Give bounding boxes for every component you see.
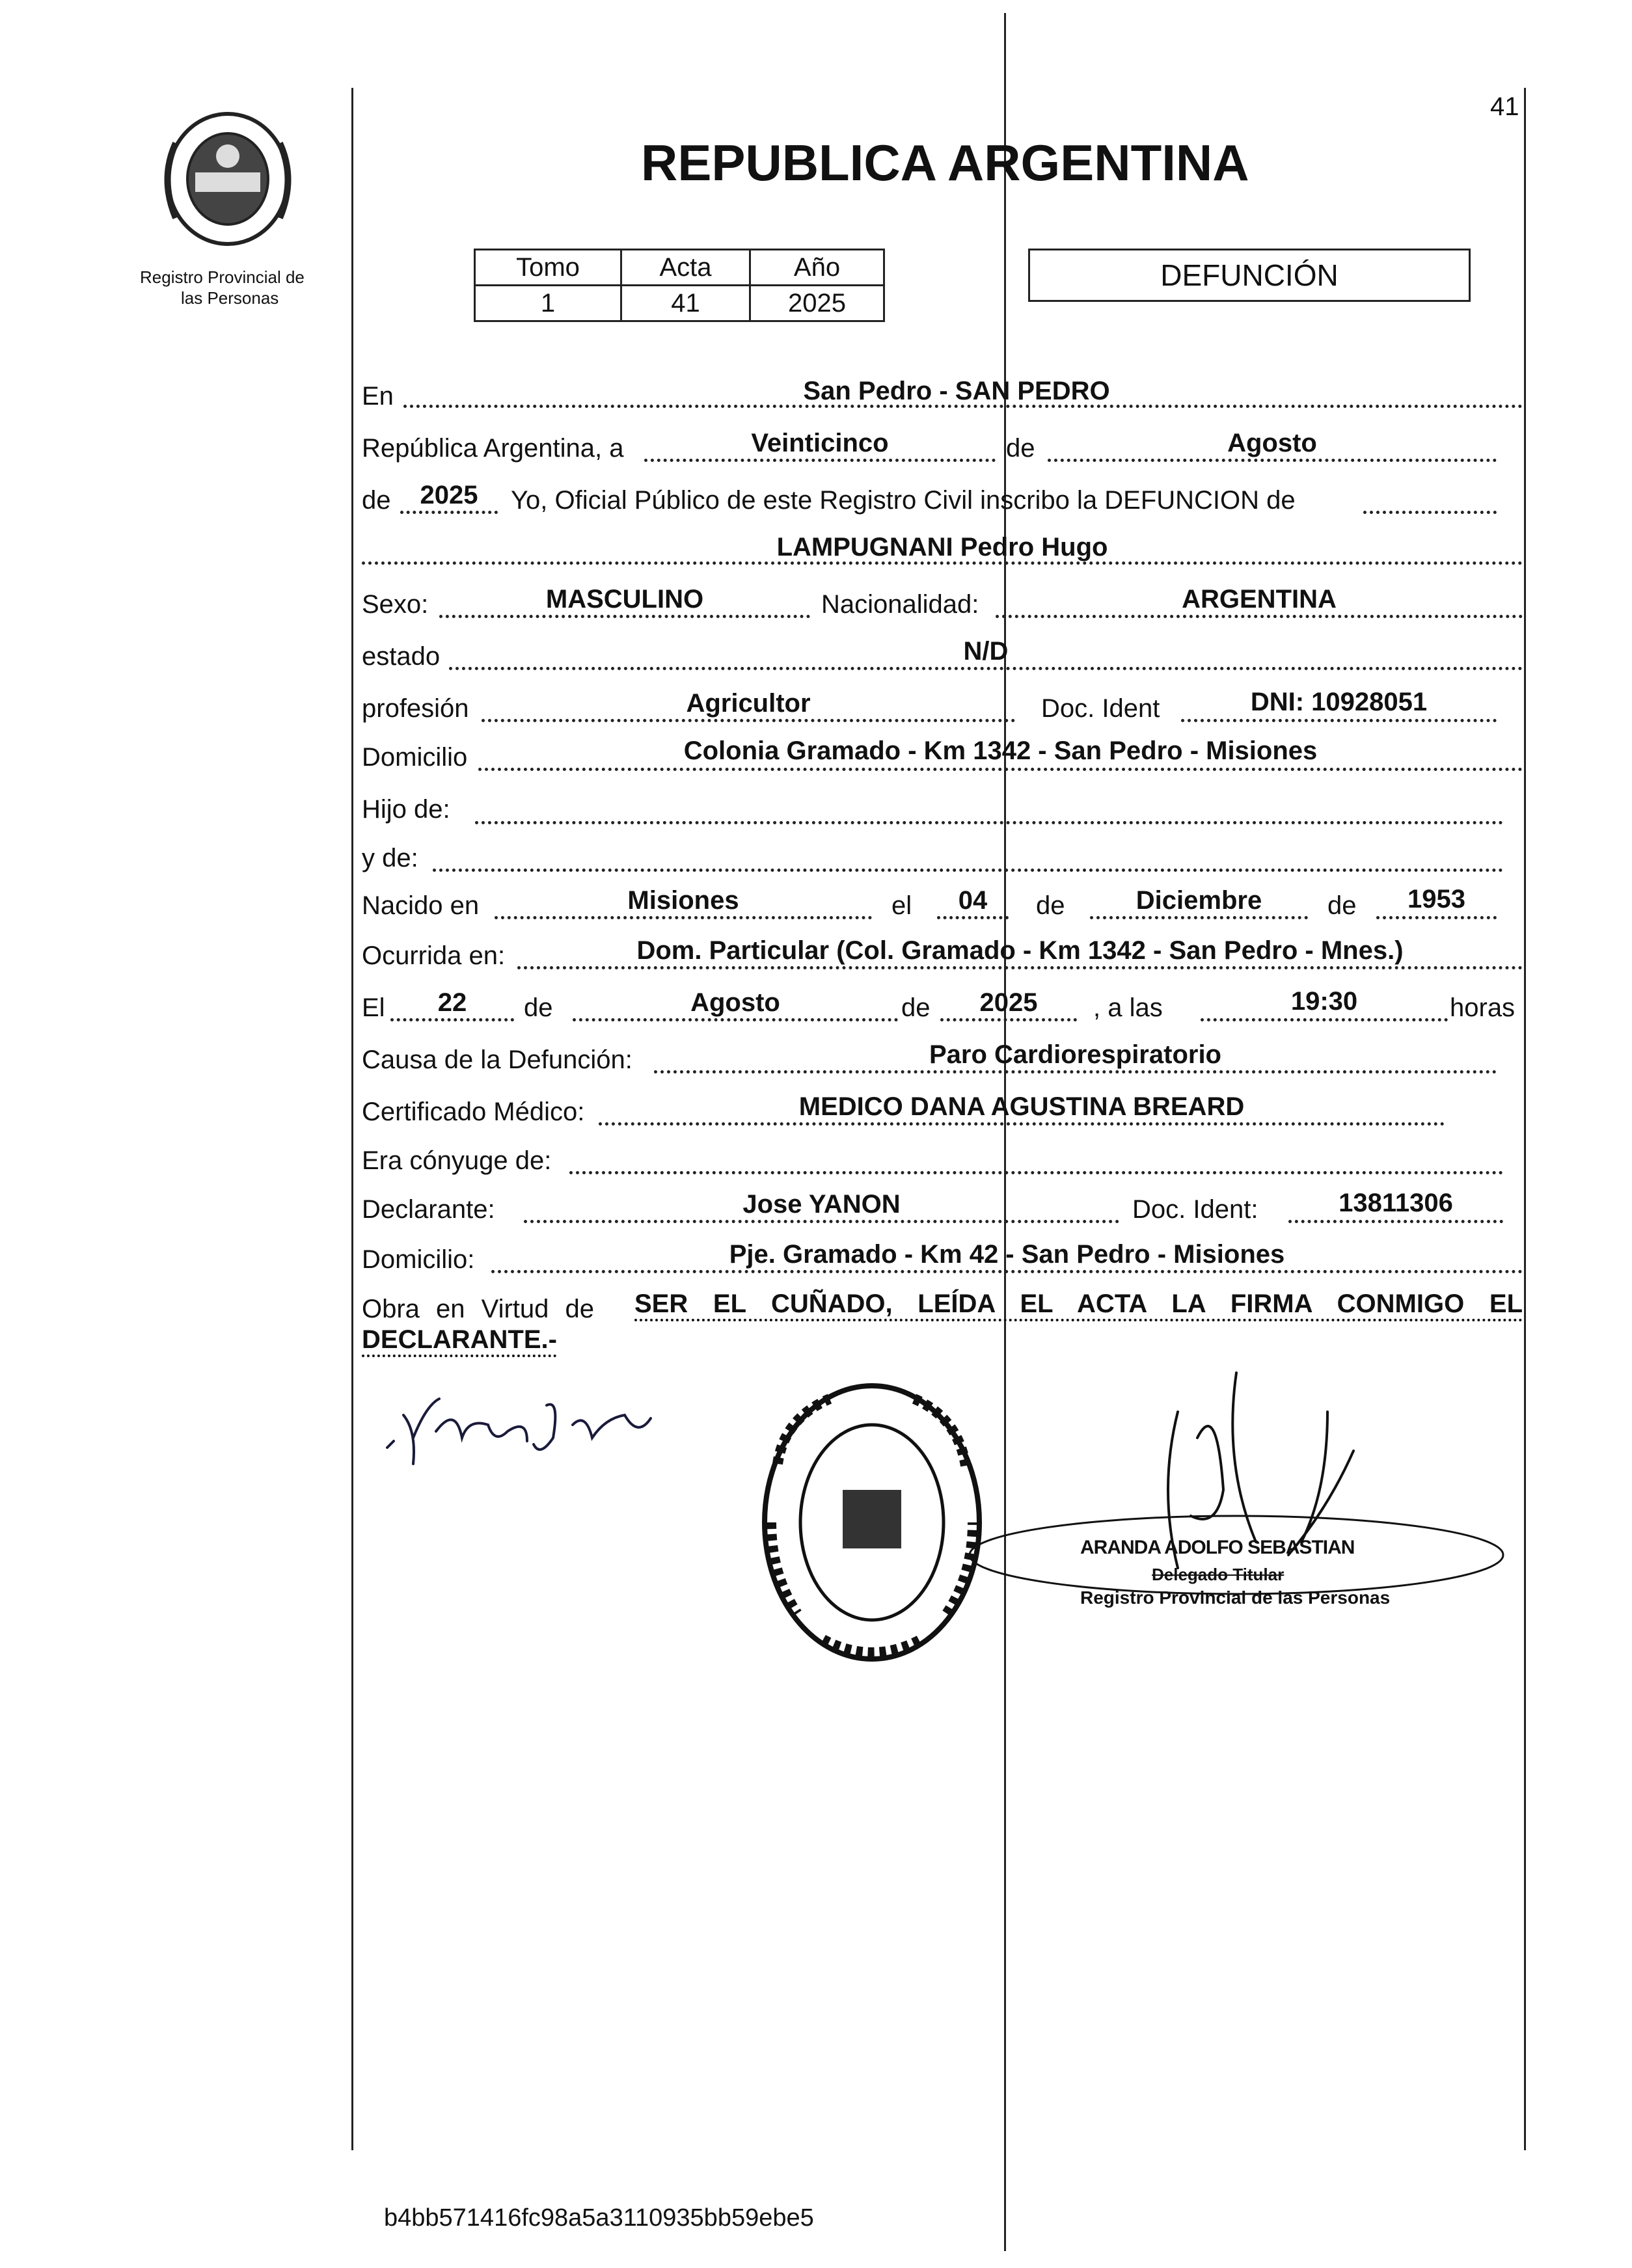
decl-domicilio-label: Domicilio: — [362, 1245, 475, 1274]
declarante-label: Declarante: — [362, 1195, 495, 1224]
profesion-label: profesión — [362, 694, 469, 723]
ocurrida-value: Dom. Particular (Col. Gramado - Km 1342 - San Pedro - Mnes.) — [636, 936, 1404, 965]
year-value: 2025 — [420, 481, 478, 509]
obra-value-line1: SER EL CUÑADO, LEÍDA EL ACTA LA FIRMA CONMIGO EL — [634, 1289, 1523, 1318]
left-margin-line — [351, 88, 353, 2150]
birth-month-dotted-line — [1090, 916, 1308, 919]
birth-year-dotted-line — [1376, 916, 1497, 919]
official-dotted-line — [1363, 511, 1497, 514]
doc-ident-value: DNI: 10928051 — [1250, 688, 1428, 716]
yde-label: y de: — [362, 844, 418, 872]
ocurrida-dotted-line — [517, 966, 1523, 969]
deceased-name: LAMPUGNANI Pedro Hugo — [776, 533, 1108, 561]
nacido-label: Nacido en — [362, 891, 480, 920]
death-de1-label: de — [524, 993, 553, 1022]
ocurrida-label: Ocurrida en: — [362, 941, 506, 970]
death-el-label: El — [362, 993, 385, 1022]
certificado-dotted-line — [599, 1122, 1445, 1126]
obra-value-line2: DECLARANTE.- — [362, 1325, 557, 1354]
official-registry: Registro Provincial de las Personas — [1080, 1587, 1391, 1608]
document-hash: b4bb571416fc98a5a3110935bb59ebe5 — [384, 2204, 814, 2232]
record-table — [474, 249, 885, 322]
table-header-ano: Año — [750, 250, 884, 286]
page-number: 41 — [1490, 92, 1519, 121]
birth-month-value: Diciembre — [1136, 886, 1262, 915]
declarante-dotted-line — [524, 1220, 1119, 1223]
official-name: ARANDA ADOLFO SEBASTIAN — [1080, 1537, 1355, 1558]
nacionalidad-value: ARGENTINA — [1182, 585, 1337, 614]
decl-domicilio-dotted-line — [491, 1270, 1523, 1273]
declarant-signature — [377, 1379, 670, 1470]
decl-domicilio-value: Pje. Gramado - Km 42 - San Pedro - Misiones — [729, 1240, 1285, 1269]
horas-label: horas — [1450, 993, 1516, 1022]
death-year-dotted-line — [940, 1018, 1077, 1021]
provincial-seal — [150, 104, 306, 254]
birth-day-dotted-line — [937, 916, 1009, 919]
death-day-dotted-line — [390, 1018, 514, 1021]
sexo-label: Sexo: — [362, 590, 429, 619]
estado-value: N/D — [963, 637, 1009, 666]
en-value: San Pedro - SAN PEDRO — [803, 377, 1110, 405]
registry-stamp — [758, 1379, 986, 1666]
nacido-dotted-line — [495, 916, 872, 919]
decl-doc-dotted-line — [1288, 1220, 1503, 1223]
obra-label: Obra en Virtud de — [362, 1295, 595, 1323]
table-value-tomo: 1 — [475, 286, 621, 321]
en-dotted-line — [403, 405, 1523, 408]
domicilio-dotted-line — [478, 768, 1523, 771]
table-value-acta: 41 — [621, 286, 750, 321]
month-value: Agosto — [1227, 429, 1317, 457]
death-time-value: 19:30 — [1290, 987, 1358, 1016]
official-title: Delegado Titular — [1152, 1565, 1285, 1584]
document-type-box — [1028, 249, 1471, 302]
el-label: el — [891, 891, 912, 920]
en-label: En — [362, 382, 394, 411]
de-label: de — [1006, 434, 1035, 463]
day-words-value: Veinticinco — [751, 429, 889, 457]
nacionalidad-label: Nacionalidad: — [821, 590, 979, 619]
profesion-dotted-line — [482, 719, 1015, 722]
death-day-value: 22 — [437, 988, 467, 1017]
table-header-tomo: Tomo — [475, 250, 621, 286]
birth-de1-label: de — [1036, 891, 1065, 920]
conyuge-label: Era cónyuge de: — [362, 1146, 552, 1175]
table-header-acta: Acta — [621, 250, 750, 286]
day-dotted-line — [644, 459, 996, 462]
death-year-value: 2025 — [979, 988, 1038, 1017]
death-month-dotted-line — [573, 1018, 898, 1021]
domicilio-label: Domicilio — [362, 743, 468, 772]
declarante-value: Jose YANON — [742, 1190, 901, 1219]
registry-name-line1: Registro Provincial de — [140, 267, 305, 287]
center-fold-line — [1004, 13, 1006, 2251]
republica-label: República Argentina, a — [362, 434, 624, 463]
nacionalidad-dotted-line — [996, 615, 1523, 618]
de-year-label: de — [362, 486, 391, 515]
hijo-label: Hijo de: — [362, 795, 450, 824]
official-text: Yo, Oficial Público de este Registro Civil inscribo la DEFUNCION de — [511, 486, 1296, 515]
hijo-dotted-line — [475, 821, 1503, 824]
right-margin-line — [1524, 88, 1526, 2150]
birth-de2-label: de — [1327, 891, 1357, 920]
conyuge-dotted-line — [569, 1171, 1503, 1174]
year-dotted-line — [400, 511, 498, 514]
nacido-value: Misiones — [627, 886, 739, 915]
decl-doc-label: Doc. Ident: — [1132, 1195, 1258, 1224]
estado-label: estado — [362, 642, 441, 671]
month-dotted-line — [1048, 459, 1497, 462]
causa-value: Paro Cardiorespiratorio — [929, 1040, 1221, 1069]
sexo-value: MASCULINO — [545, 585, 704, 614]
name-dotted-line — [362, 561, 1523, 565]
certificado-value: MEDICO DANA AGUSTINA BREARD — [798, 1092, 1245, 1121]
death-month-value: Agosto — [690, 988, 780, 1017]
document-title: REPUBLICA ARGENTINA — [641, 134, 1249, 191]
table-value-ano: 2025 — [750, 286, 884, 321]
doc-ident-dotted-line — [1181, 719, 1497, 722]
document-type-label: DEFUNCIÓN — [1160, 258, 1339, 292]
yde-dotted-line — [433, 869, 1503, 872]
registry-name-line2: las Personas — [181, 288, 279, 308]
profesion-value: Agricultor — [686, 689, 811, 718]
death-time-dotted-line — [1201, 1018, 1448, 1021]
death-de2-label: de — [901, 993, 931, 1022]
certificado-label: Certificado Médico: — [362, 1098, 585, 1126]
doc-ident-label: Doc. Ident — [1041, 694, 1160, 723]
domicilio-value: Colonia Gramado - Km 1342 - San Pedro - Misiones — [683, 736, 1318, 765]
causa-dotted-line — [654, 1070, 1497, 1073]
alas-label: , a las — [1093, 993, 1163, 1022]
causa-label: Causa de la Defunción: — [362, 1046, 632, 1074]
estado-dotted-line — [449, 667, 1523, 670]
decl-doc-value: 13811306 — [1339, 1189, 1453, 1217]
sexo-dotted-line — [439, 615, 810, 618]
birth-day-value: 04 — [958, 886, 988, 915]
birth-year-value: 1953 — [1408, 885, 1465, 913]
